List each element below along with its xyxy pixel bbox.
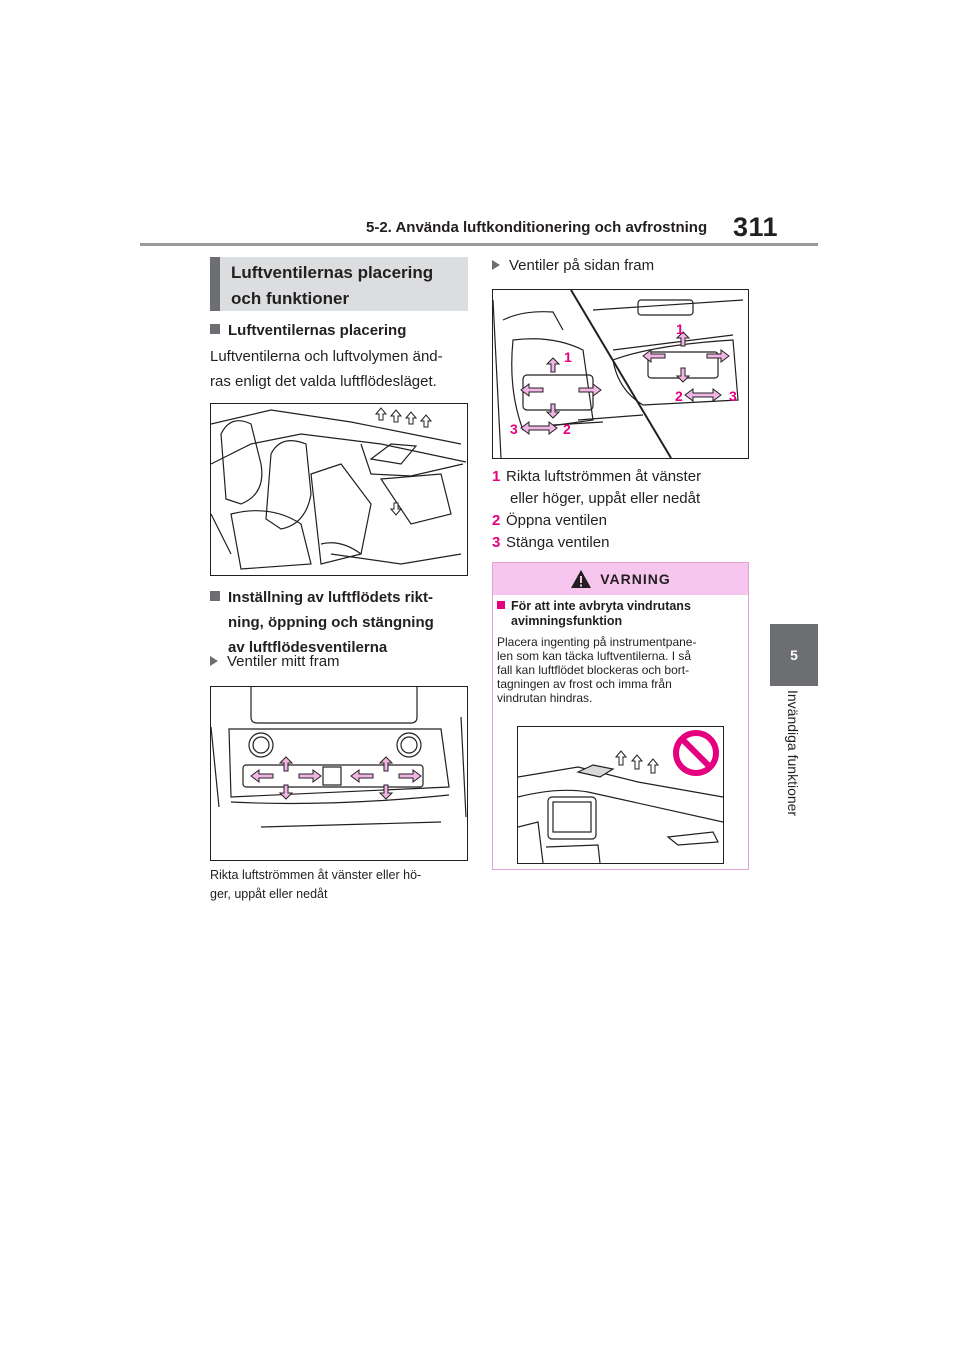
section-heading-line1: Luftventilernas placering: [231, 263, 434, 282]
square-bullet-icon: [497, 601, 505, 609]
fig-label-3-left: 3: [510, 421, 518, 437]
chapter-tab: [770, 624, 818, 686]
section-heading: [210, 257, 468, 311]
fig-label-2-left: 2: [563, 421, 571, 437]
triangle-bullet-icon: [492, 260, 500, 270]
warning-text: Placera ingenting på instrumentpane- len som kan täcka luftventilerna. I så fall kan luftflödet blockeras och bort- tagningen av frost och imma från vindrutan hindras.: [497, 635, 697, 705]
chapter-label-container: [770, 690, 818, 840]
callout-item: 1 Rikta luftströmmen åt vänster: [492, 468, 702, 485]
section-title: 5-2. Använda luftkonditionering och avfrostning: [366, 219, 708, 236]
callout-item: 3 Stänga ventilen: [492, 534, 610, 551]
placement-heading: Luftventilernas placering: [210, 318, 406, 343]
fig-label-2-right: 2: [675, 388, 683, 404]
center-vents-caption: Rikta luftströmmen åt vänster eller hö- ger, uppåt eller nedåt: [210, 868, 422, 901]
warning-header: [493, 563, 748, 595]
page-number: 311: [733, 212, 779, 242]
callout-list: 1 Rikta luftströmmen åt vänster eller höger, uppåt eller nedåt 2 Öppna ventilen 3 Stänga ventilen: [492, 466, 701, 554]
dashboard-obstruction-illustration: [517, 726, 724, 864]
triangle-bullet-icon: [210, 656, 218, 666]
square-bullet-icon: [210, 591, 220, 601]
chapter-number: 5: [790, 647, 798, 663]
fig-label-1-right: 1: [676, 321, 684, 337]
warning-subheading: För att inte avbryta vindrutans avimningsfunktion: [497, 599, 748, 629]
front-side-vents-label: Ventiler på sidan fram: [492, 255, 654, 277]
front-center-vents-label: Ventiler mitt fram: [210, 651, 340, 673]
side-vents-illustration: [492, 289, 749, 459]
callout-item: 2 Öppna ventilen: [492, 512, 607, 529]
section-heading-line2: och funktioner: [231, 289, 350, 308]
adjustment-heading: Inställning av luftflödets rikt- ning, öppning och stängning av luftflödesventilerna: [210, 585, 434, 660]
placement-text: Luftventilerna och luftvolymen änd- ras enligt det valda luftflödesläget.: [210, 348, 443, 390]
warning-title: VARNING: [600, 571, 671, 587]
center-vents-illustration: [210, 686, 468, 861]
header-divider: [140, 243, 818, 246]
chapter-label: Invändiga funktioner: [785, 690, 801, 817]
cabin-vents-illustration: [210, 403, 468, 576]
fig-label-3-right: 3: [729, 388, 737, 404]
fig-label-1-left: 1: [564, 349, 572, 365]
square-bullet-icon: [210, 324, 220, 334]
warning-box: [492, 562, 749, 870]
warning-triangle-icon: [570, 569, 592, 589]
